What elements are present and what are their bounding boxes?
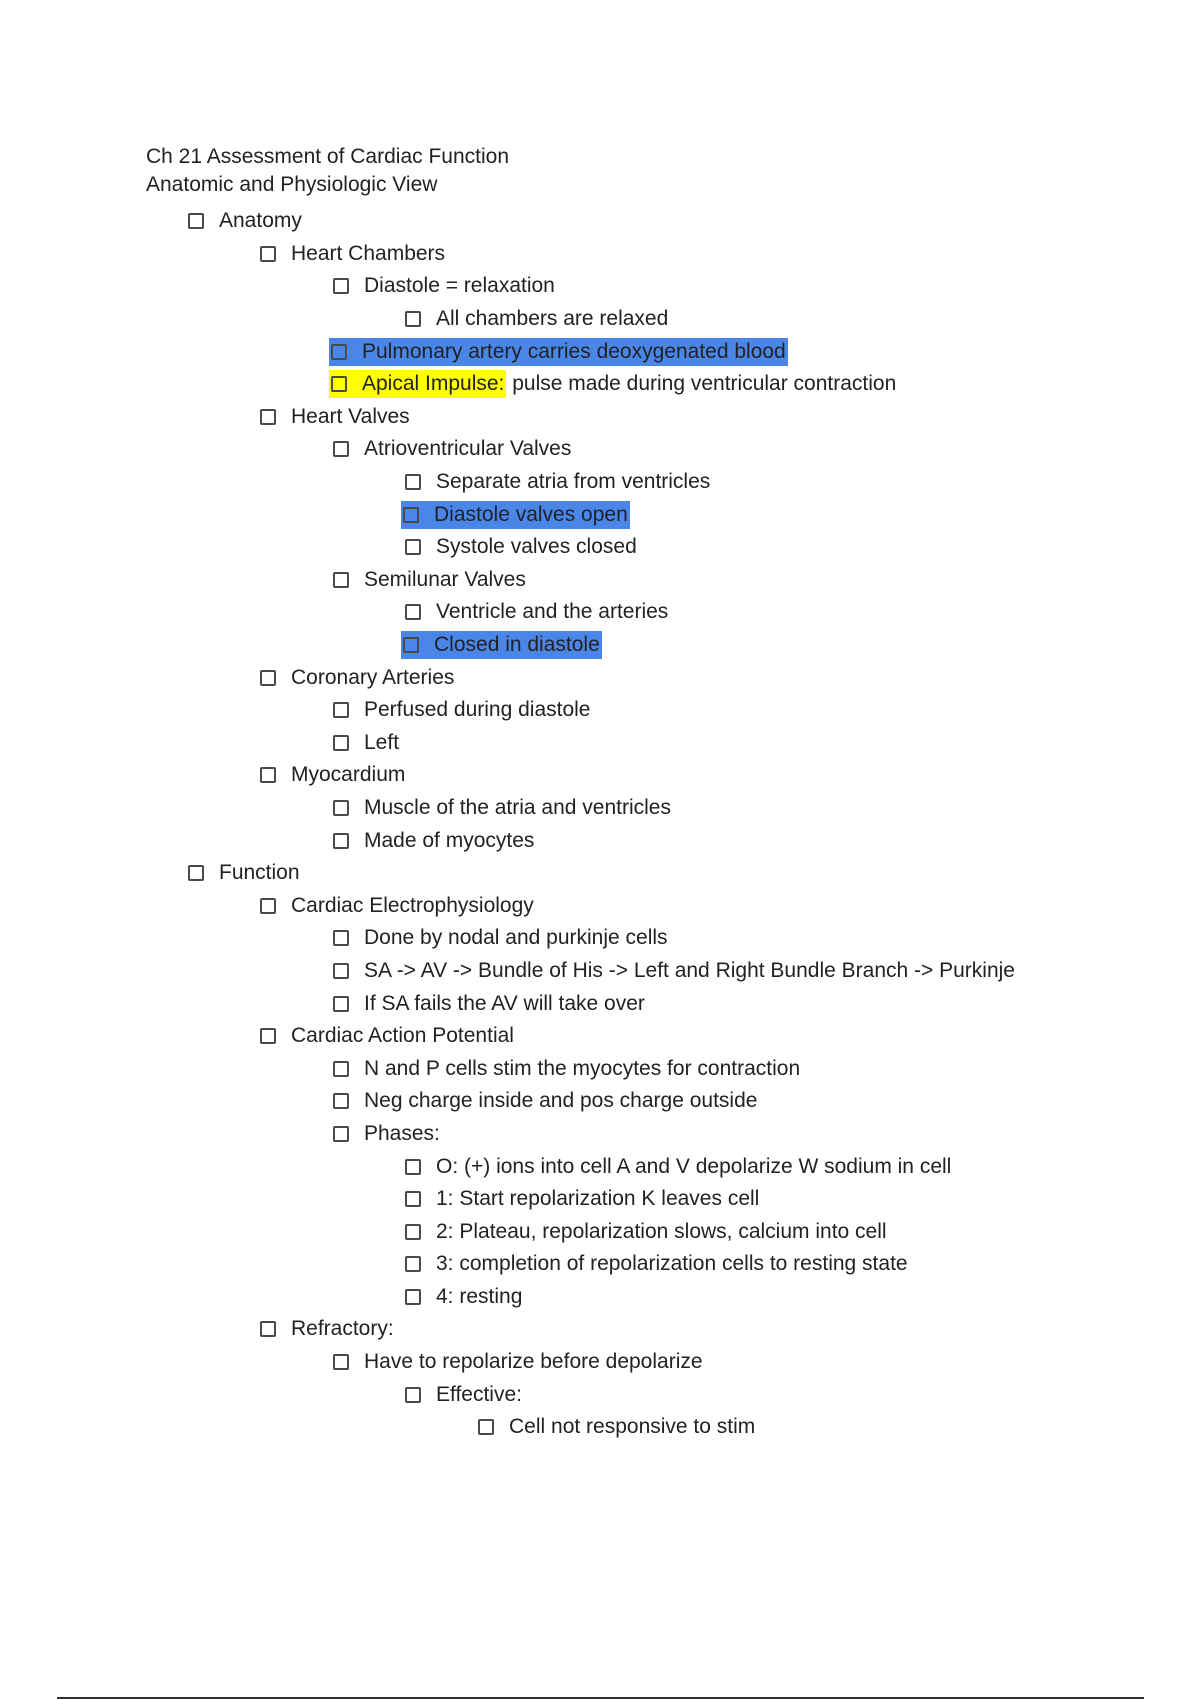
checklist-item-label: pulse made during ventricular contraction	[506, 372, 897, 396]
checklist-item	[0, 1085, 1200, 1118]
checklist-item	[0, 857, 1200, 890]
checkbox[interactable]	[405, 311, 421, 327]
checklist-item	[0, 1313, 1200, 1346]
checklist-item-label: Myocardium	[291, 763, 406, 787]
checklist-item-label: Muscle of the atria and ventricles	[364, 795, 671, 819]
document-subtitle: Anatomic and Physiologic View	[146, 173, 438, 196]
checklist-item-label: Semilunar Valves	[364, 567, 526, 591]
checklist-item-label: SA -> AV -> Bundle of His -> Left and Right Bundle Branch -> Purkinje	[364, 958, 1015, 982]
checkbox[interactable]	[333, 800, 349, 816]
blue-highlight	[401, 631, 602, 659]
checklist-item	[0, 531, 1200, 564]
checklist-item-label: Heart Valves	[291, 404, 410, 428]
checkbox[interactable]	[333, 1126, 349, 1142]
checklist-item-label: O: (+) ions into cell A and V depolarize W sodium in cell	[436, 1154, 952, 1178]
checklist-item-label: Diastole valves open	[434, 502, 628, 526]
checklist-item	[0, 694, 1200, 727]
checklist-item	[0, 1150, 1200, 1183]
checklist-item	[0, 498, 1200, 531]
checklist-item-label: Diastole = relaxation	[364, 274, 555, 298]
checkbox[interactable]	[260, 670, 276, 686]
checkbox[interactable]	[260, 246, 276, 262]
checklist-item	[0, 792, 1200, 825]
checklist-item-label: If SA fails the AV will take over	[364, 991, 645, 1015]
checklist-item	[0, 1183, 1200, 1216]
checklist-item	[0, 335, 1200, 368]
checkbox[interactable]	[333, 1093, 349, 1109]
checkbox[interactable]	[405, 474, 421, 490]
checklist-item-label: Function	[219, 861, 300, 885]
blue-highlight	[329, 338, 788, 366]
checkbox[interactable]	[333, 572, 349, 588]
checklist-item	[0, 1378, 1200, 1411]
checklist-item-label: Cardiac Action Potential	[291, 1024, 514, 1048]
checklist-item	[0, 303, 1200, 336]
checklist-item-label: Pulmonary artery carries deoxygenated blood	[362, 339, 786, 363]
checklist-item-label: 2: Plateau, repolarization slows, calcium into cell	[436, 1219, 887, 1243]
checklist-item	[0, 1281, 1200, 1314]
checklist-item	[0, 1248, 1200, 1281]
checklist-item-label: 4: resting	[436, 1284, 523, 1308]
checklist-item-label: Effective:	[436, 1382, 522, 1406]
page-bottom-rule	[57, 1697, 1144, 1699]
checkbox[interactable]	[333, 930, 349, 946]
checklist-item-label: 1: Start repolarization K leaves cell	[436, 1187, 760, 1211]
checkbox[interactable]	[333, 1061, 349, 1077]
checklist-item-label: Atrioventricular Valves	[364, 437, 572, 461]
checklist-item-label: Neg charge inside and pos charge outside	[364, 1089, 758, 1113]
document-title: Ch 21 Assessment of Cardiac Function	[146, 145, 510, 168]
checklist-item-label: Cardiac Electrophysiology	[291, 893, 534, 917]
checkbox[interactable]	[405, 1387, 421, 1403]
checklist-item-label: Closed in diastole	[434, 633, 600, 657]
checklist-item	[0, 1411, 1200, 1444]
checklist-item-label: Made of myocytes	[364, 828, 535, 852]
checkbox[interactable]	[260, 1321, 276, 1337]
checkbox[interactable]	[333, 441, 349, 457]
checkbox[interactable]	[405, 539, 421, 555]
checklist-item-label: Separate atria from ventricles	[436, 470, 711, 494]
checkbox[interactable]	[478, 1419, 494, 1435]
checklist-item	[0, 238, 1200, 271]
checklist-item	[0, 401, 1200, 434]
checklist-item-label: Have to repolarize before depolarize	[364, 1350, 703, 1374]
checklist-item	[0, 368, 1200, 401]
checklist-item-label: Anatomy	[219, 209, 302, 233]
checkbox[interactable]	[333, 833, 349, 849]
checkbox[interactable]	[260, 898, 276, 914]
checklist-item	[0, 466, 1200, 499]
checklist-item	[0, 1052, 1200, 1085]
checklist-item	[0, 596, 1200, 629]
checklist-item	[0, 955, 1200, 988]
checklist-item	[0, 824, 1200, 857]
checkbox[interactable]	[333, 735, 349, 751]
checkbox[interactable]	[405, 1159, 421, 1175]
checklist-item-label: All chambers are relaxed	[436, 307, 669, 331]
checklist-item	[0, 661, 1200, 694]
checklist-item	[0, 205, 1200, 238]
checkbox[interactable]	[333, 1354, 349, 1370]
checklist-item	[0, 727, 1200, 760]
checklist-item	[0, 987, 1200, 1020]
checkbox[interactable]	[333, 996, 349, 1012]
checkbox[interactable]	[260, 409, 276, 425]
checklist-item-label: Coronary Arteries	[291, 665, 455, 689]
checkbox[interactable]	[260, 767, 276, 783]
checklist-item	[0, 1118, 1200, 1151]
checkbox[interactable]	[403, 507, 419, 523]
checklist-item	[0, 629, 1200, 662]
checklist-item-label: Refractory:	[291, 1317, 394, 1341]
checklist-item-label: Phases:	[364, 1121, 440, 1145]
checklist-item-label: Done by nodal and purkinje cells	[364, 926, 668, 950]
checklist-outline	[0, 205, 1200, 1444]
checkbox[interactable]	[260, 1028, 276, 1044]
checkbox[interactable]	[405, 604, 421, 620]
checklist-item-label: 3: completion of repolarization cells to resting state	[436, 1252, 908, 1276]
checklist-item	[0, 1215, 1200, 1248]
checkbox[interactable]	[333, 278, 349, 294]
checklist-item	[0, 1020, 1200, 1053]
checklist-item-label: Systole valves closed	[436, 535, 637, 559]
checkbox[interactable]	[405, 1256, 421, 1272]
checklist-item-highlighted-label: Apical Impulse:	[362, 372, 505, 396]
checklist-item	[0, 889, 1200, 922]
checklist-item-label: Ventricle and the arteries	[436, 600, 669, 624]
document-header	[146, 143, 509, 199]
checklist-item	[0, 270, 1200, 303]
checkbox[interactable]	[333, 702, 349, 718]
checkbox[interactable]	[188, 865, 204, 881]
checkbox[interactable]	[188, 213, 204, 229]
checklist-item-label: Heart Chambers	[291, 241, 446, 265]
checkbox[interactable]	[331, 376, 347, 392]
checkbox[interactable]	[405, 1191, 421, 1207]
checklist-item	[0, 922, 1200, 955]
checkbox[interactable]	[331, 344, 347, 360]
checkbox[interactable]	[403, 637, 419, 653]
checkbox[interactable]	[405, 1224, 421, 1240]
checklist-item-label: Perfused during diastole	[364, 698, 591, 722]
checkbox[interactable]	[405, 1289, 421, 1305]
checklist-item	[0, 1346, 1200, 1379]
checklist-item-label: Left	[364, 730, 400, 754]
blue-highlight	[401, 501, 630, 529]
checklist-item	[0, 564, 1200, 597]
checklist-item-label: N and P cells stim the myocytes for contraction	[364, 1056, 801, 1080]
checklist-item	[0, 433, 1200, 466]
yellow-highlight	[329, 370, 506, 398]
checkbox[interactable]	[333, 963, 349, 979]
checklist-item	[0, 759, 1200, 792]
checklist-item-label: Cell not responsive to stim	[509, 1415, 756, 1439]
